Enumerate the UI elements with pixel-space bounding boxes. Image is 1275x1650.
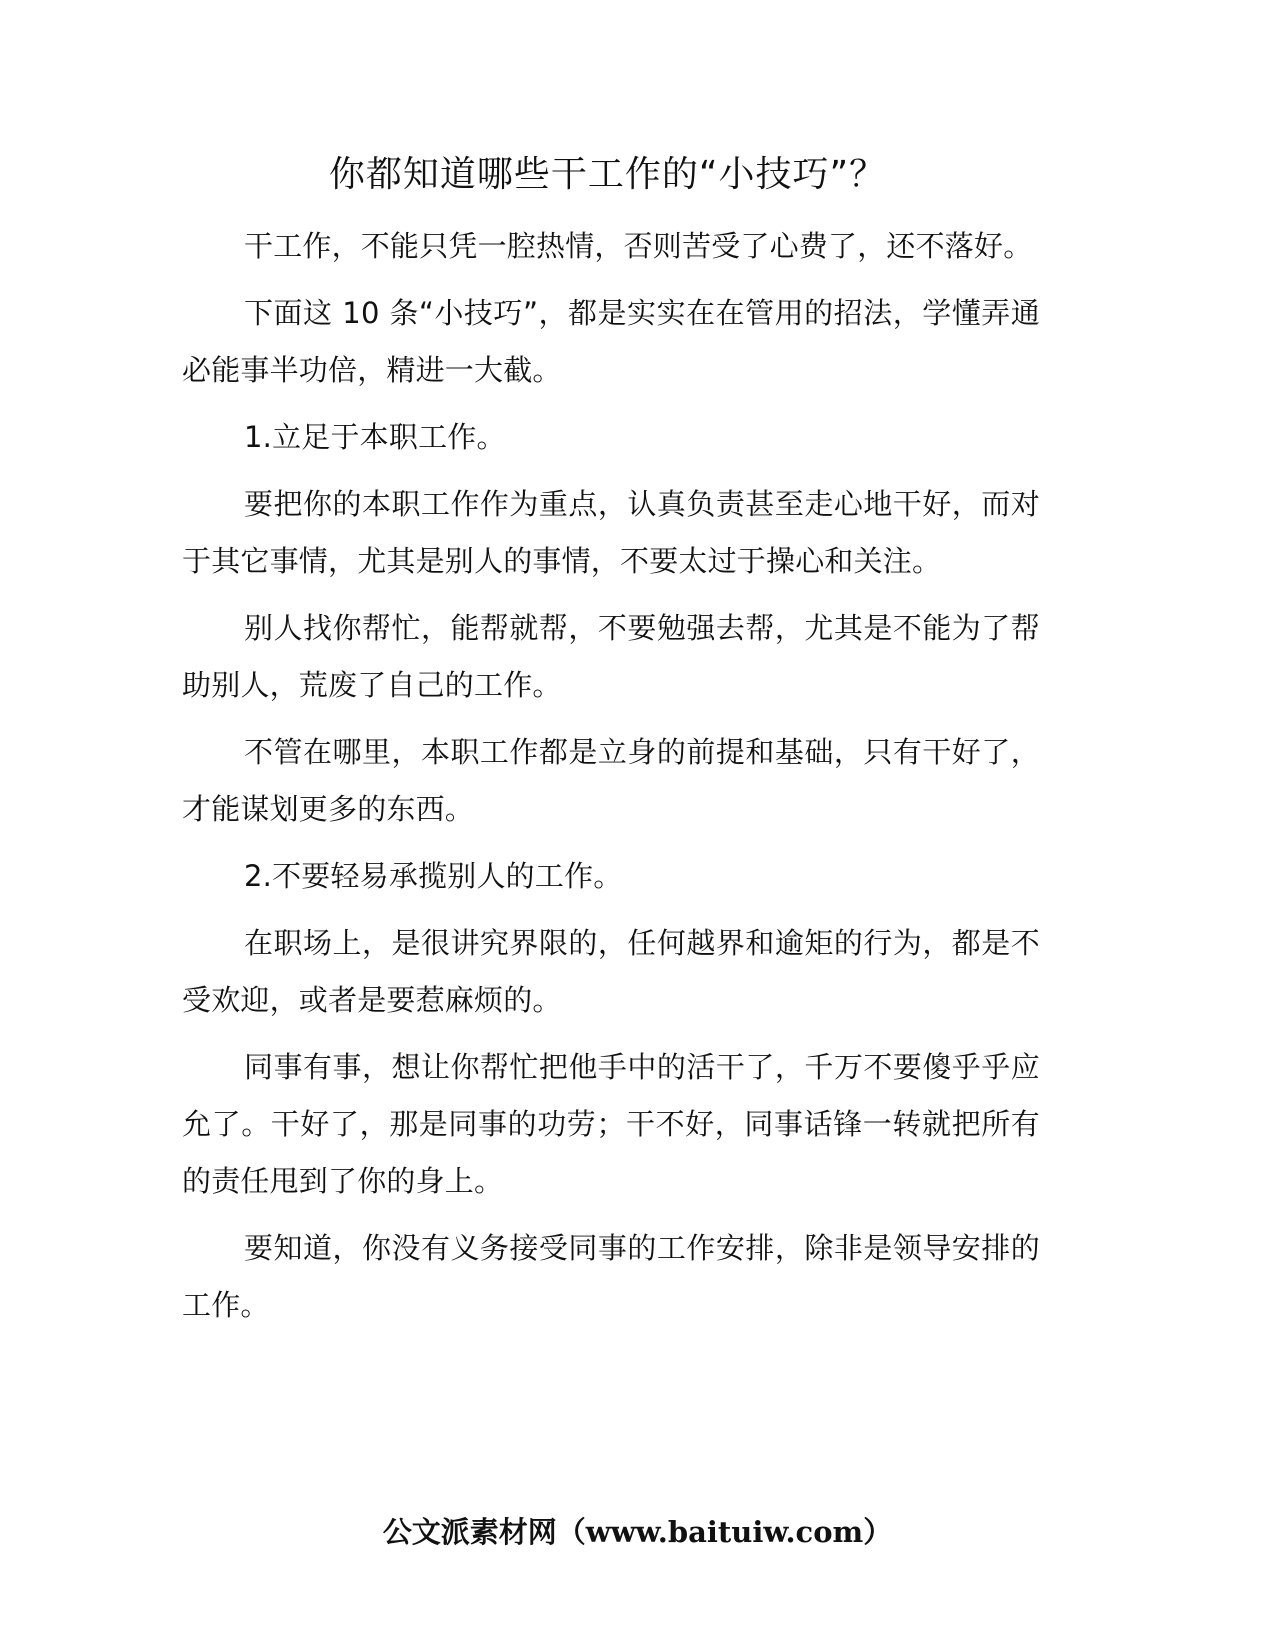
section-heading-2: 2.不要轻易承揽别人的工作。 — [244, 859, 623, 893]
section-heading-1: 1.立足于本职工作。 — [244, 420, 506, 454]
page-footer: 公文派素材网（www.baituiw.com） — [382, 1515, 893, 1549]
paragraph-3: 要把你的本职工作作为重点，认真负责甚至走心地干好，而对于其它事情，尤其是别人的事情，不要太过于操心和关注。 — [182, 487, 1040, 578]
paragraph-1: 干工作，不能只凭一腔热情，否则苦受了心费了，还不落好。 — [244, 229, 1033, 263]
document-body — [182, 218, 1040, 1344]
paragraph-4: 别人找你帮忙，能帮就帮，不要勉强去帮，尤其是不能为了帮助别人，荒废了自己的工作。 — [182, 611, 1040, 702]
document-title: 你都知道哪些干工作的“小技巧”？ — [328, 154, 887, 195]
paragraph-8: 要知道，你没有义务接受同事的工作安排，除非是领导安排的工作。 — [182, 1231, 1040, 1322]
paragraph-6: 在职场上，是很讲究界限的，任何越界和逾矩的行为，都是不受欢迎，或者是要惹麻烦的。 — [182, 926, 1040, 1017]
paragraph-2: 下面这 10 条“小技巧”，都是实实在在管用的招法，学懂弄通必能事半功倍，精进一大截。 — [182, 296, 1040, 387]
paragraph-5: 不管在哪里，本职工作都是立身的前提和基础，只有干好了，才能谋划更多的东西。 — [182, 735, 1040, 826]
paragraph-7: 同事有事，想让你帮忙把他手中的活干了，千万不要傻乎乎应允了。干好了，那是同事的功劳；干不好，同事话锋一转就把所有的责任甩到了你的身上。 — [182, 1050, 1040, 1198]
